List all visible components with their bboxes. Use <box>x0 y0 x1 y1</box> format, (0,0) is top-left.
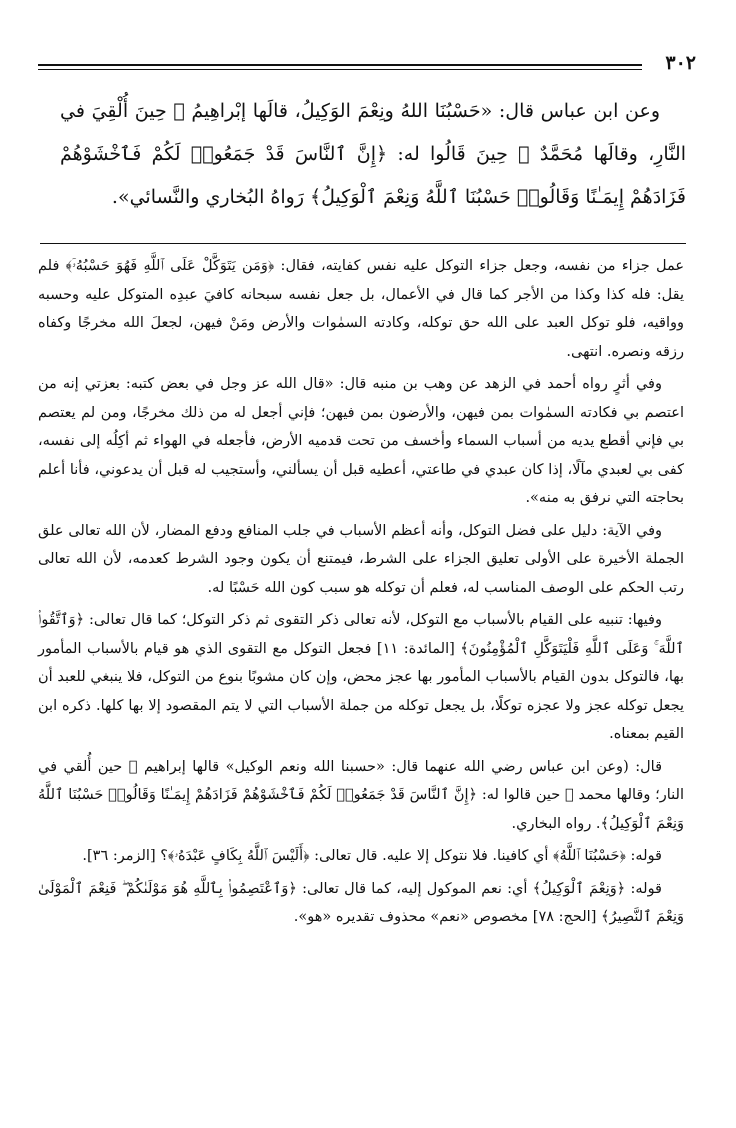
header-rule-thin <box>38 69 642 70</box>
commentary-paragraph: وفي أثرٍ رواه أحمد في الزهد عن وهب بن منبه قال: «قال الله عز وجل في بعض كتبه: بعزتي إنه من اعتصم بي فكادته السمٰوات بمن فيهن، والأرضون بمن فيهن؛ فإني أجعل له من ذلك مخرجًا، ومن لم يعتصم بي فإني أقطع يديه من أسباب السماء وأخسف من تحت قدميه الأرض، فأجعله في الهواء ثم أكِلُه إلى نفسه، كفى بي لعبدي مآلًا، إذا كان عبدي في طاعتي، أعطيه قبل أن يسألني، وأستجيب له قبل أن يدعوني، فأنا أعلم بحاجته التي نرفق به منه». <box>38 376 684 506</box>
main-text <box>60 90 686 219</box>
hadith-paragraph: وعن ابن عباس قال: «حَسْبُنَا اللهُ ونِعْمَ الوَكِيلُ، قالَها إبْراهِيمُ ﷺ حِينَ أُلْقِيَ في النَّارِ، وقالَها مُحَمَّدٌ ﷺ حِينَ قَالُوا له: ﴿إِنَّ ٱلنَّاسَ قَدْ جَمَعُوا۟ لَكُمْ فَٱخْشَوْهُمْ فَزَادَهُمْ إِيمَـٰنًا وَقَالُوا۟ حَسْبُنَا ٱللَّهُ وَنِعْمَ ٱلْوَكِيلُ﴾ رَواهُ البُخاري والنَّسائي». <box>60 100 686 208</box>
header-rule <box>38 64 642 66</box>
commentary-paragraph: قال: (وعن ابن عباس رضي الله عنهما قال: «حسبنا الله ونعم الوكيل» قالها إبراهيم ﷺ حين أُلقي في النار؛ وقالها محمد ﷺ حين قالوا له: ﴿إِنَّ ٱلنَّاسَ قَدْ جَمَعُوا۟ لَكُمْ فَٱخْشَوْهُمْ فَزَادَهُمْ إِيمَـٰنًا وَقَالُوا۟ حَسْبُنَا ٱللَّهُ وَنِعْمَ ٱلْوَكِيلُ﴾. رواه البخاري. <box>38 758 684 832</box>
commentary-paragraph: قوله: ﴿حَسْبُنَا ٱللَّهُ﴾ أي كافينا. فلا نتوكل إلا عليه. قال تعالى: ﴿أَلَيْسَ ٱللَّهُ بِكَافٍ عَبْدَهُۥ﴾؟ [الزمر: ٣٦]. <box>82 848 662 864</box>
commentary-paragraph: عمل جزاء من نفسه، وجعل جزاء التوكل عليه نفس كفايته، فقال: ﴿وَمَن يَتَوَكَّلْ عَلَى ٱللَّهِ فَهُوَ حَسْبُهُۥٓ﴾ فلم يقل: فله كذا وكذا من الأجر كما قال في الأعمال، بل جعل نفسه سبحانه كافيَ عبدِه المتوكل عليه وحسبه وواقيه، فلو توكل العبد على الله حق توكله، وكادته السمٰوات والأرض ومَنْ فيهن، لجعلَ الله مخرجًا وكفاه رزقه ونصره. انتهى. <box>38 258 684 360</box>
commentary-paragraph: وفي الآية: دليل على فضل التوكل، وأنه أعظم الأسباب في جلب المنافع ودفع المضار، لأن الله تعالى علق الجملة الأخيرة على الأولى تعليق الجزاء على الشرط، فيمتنع أن يكون وجود الشرط كعدمه، لأن الله تعالى رتب الحكم على الوصف المناسب له، فعلم أن توكله هو سبب كون الله حَسْبًا له. <box>38 522 684 596</box>
commentary <box>38 252 684 936</box>
footnote-separator <box>40 243 686 244</box>
commentary-paragraph: وفيها: تنبيه على القيام بالأسباب مع التوكل، لأنه تعالى ذكر التقوى ثم ذكر التوكل؛ كما قال تعالى: ﴿وَٱتَّقُوا۟ ٱللَّهَ ۚ وَعَلَى ٱللَّهِ فَلْيَتَوَكَّلِ ٱلْمُؤْمِنُونَ﴾ [المائدة: ١١] فجعل التوكل مع التقوى الذي هو قيام بالأسباب المأمور بها، فالتوكل بدون القيام بالأسباب المأمور بها عجز محض، وإن كان مشوبًا بنوع من التوكل، فلا ينبغي للعبد أن يجعل توكله عجز ولا عجزه توكلًا، بل يجعل توكله من جملة الأسباب التي لا يتم المقصود إلا بها كلها. ذكره ابن القيم بمعناه. <box>38 612 684 742</box>
page-number: ٣٠٢ <box>665 52 696 74</box>
page-header <box>38 52 698 82</box>
commentary-paragraph: قوله: ﴿وَنِعْمَ ٱلْوَكِيلُ﴾ أي: نعم الموكول إليه، كما قال تعالى: ﴿وَٱعْتَصِمُوا۟ بِٱللَّهِ هُوَ مَوْلَىٰكُمْ ۖ فَنِعْمَ ٱلْمَوْلَىٰ وَنِعْمَ ٱلنَّصِيرُ﴾ [الحج: ٧٨] مخصوص «نعم» محذوف تقديره «هو». <box>38 880 684 925</box>
